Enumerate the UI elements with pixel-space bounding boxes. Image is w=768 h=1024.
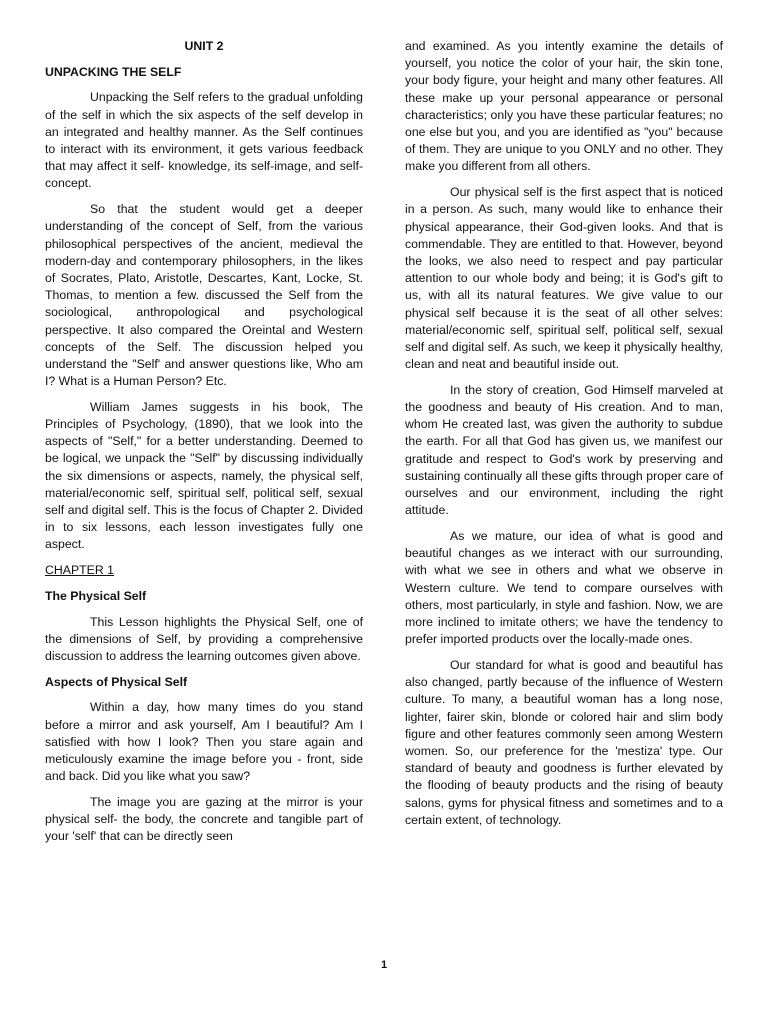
left-column [45,38,363,854]
chapter-title: The Physical Self [45,588,147,603]
right-paragraph-2: Our physical self is the first aspect that is noticed in a person. As such, many would like to enhance their physical appearance, their God-given looks. And that is commendable. They are entitled to that. However, beyond the looks, we also need to respect and pay particular attention to our whole body and being; it is God's gift to us, with all its natural features. We give value to our physical self because it is the seat of all other selves: material/economic self, spiritual self, political self, sexual self and digital self. As such, we keep it physically healthy, clean and neat and beautiful inside out. [405,185,723,372]
unit-title: UNPACKING THE SELF [45,64,182,79]
right-paragraph-3: In the story of creation, God Himself marveled at the goodness and beauty of His creation. And to man, whom He created last, was given the authority to subdue the earth. For all that God has given us, we manifest our gratitude and respect to God's work by preserving and sustaining continually all these gifts through proper care of ourselves and our environment, including the right attitude. [405,382,723,518]
unit-label: UNIT 2 [184,39,224,53]
continued-paragraph: and examined. As you intently examine the details of yourself, you notice the color of your hair, the skin tone, your body figure, your height and many other features. All these make up your personal appearance or personal characteristics; only you have these particular features; no one else but you, and you are identified as "you" because of them. They are unique to you ONLY and no other. They make you different from all others. [405,39,723,174]
aspects-heading: Aspects of Physical Self [45,674,188,689]
right-paragraph-5: Our standard for what is good and beautiful has also changed, partly because of the influence of Western culture. To many, a beautiful woman has a long nose, lighter, fairer skin, blonde or colored hair and slim body figure and other features commonly seen among Western women. So, our preference for the 'mestiza' type. Our standard of beauty and goodness is further elevated by the flooding of beauty products and the rising of beauty salons, gyms for physical fitness and sometimes and to a certain extent, of technology. [405,657,723,827]
intro-paragraph-2: So that the student would get a deeper understanding of the concept of Self, from the various philosophical perspectives of the ancient, medieval the modern-day and contemporary philosophers, in the likes of Socrates, Plato, Aristotle, Descartes, Kant, Locke, St. Thomas, to mention a few. discussed the Self from the sociological, anthropological and psychological perspective. It also compared the Oreintal and Western concepts of the Self. The discussion helped you understand the "Self' and answer questions like, Who am I? What is a Human Person? Etc. [45,202,363,389]
chapter-paragraph-1: This Lesson highlights the Physical Self, one of the dimensions of Self, by providing a comprehensive discussion to address the learning outcomes given above. [45,614,363,663]
chapter-label: CHAPTER 1 [45,563,115,578]
right-column [405,38,723,837]
right-paragraph-4: As we mature, our idea of what is good and beautiful changes as we interact with our surrounding, with what we see in others and what we observe in Western culture. We tend to compare ourselves with others, most particularly, in style and fashion. Now, we are more inclined to imitate others; we have the tendency to prefer imported products over the locally-made ones. [405,528,723,647]
intro-paragraph-1: Unpacking the Self refers to the gradual unfolding of the self in which the six aspects of the self develop in an integrated and healthy manner. As the Self continues to interact with its environment, it gets various feedback that may affect it self- knowledge, its self-image, and self-concept. [45,90,363,191]
page-number: 1 [380,959,388,971]
aspects-paragraph-2: The image you are gazing at the mirror is your physical self- the body, the concrete and tangible part of your 'self' that can be directly seen [45,794,363,844]
intro-paragraph-3: William James suggests in his book, The Principles of Psychology, (1890), that we look into the aspects of "Self," for a better understanding. Deemed to be logical, we unpack the "Self" by discussing individually the six dimensions or aspects, namely, the physical self, material/economic self, spiritual self, political self, sexual self and digital self. This is the focus of Chapter 2. Divided in to six lessons, each lesson investigates fully one aspect. [45,399,363,552]
aspects-paragraph-1: Within a day, how many times do you stand before a mirror and ask yourself, Am I beautiful? Am I satisfied with how I look? Then you stare again and meticulously examine the image before you - front, side and back. Did you like what you saw? [45,700,363,784]
